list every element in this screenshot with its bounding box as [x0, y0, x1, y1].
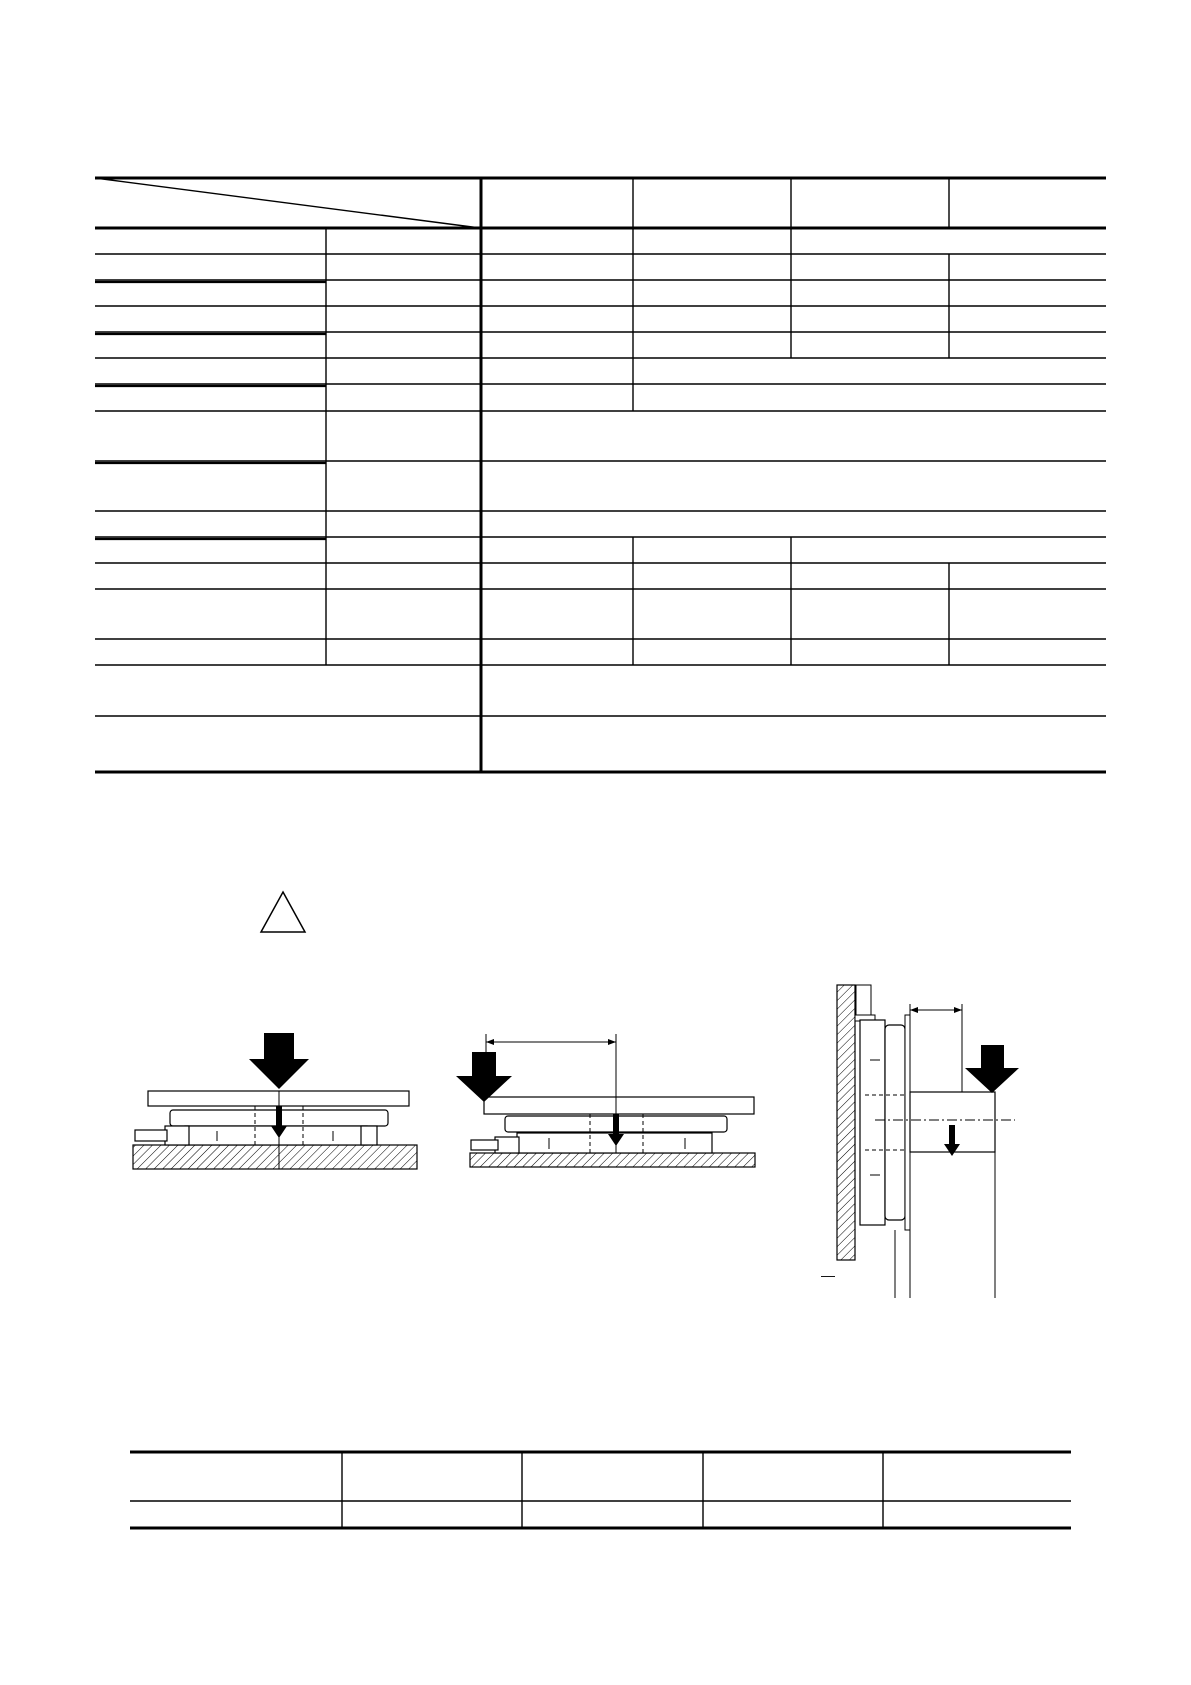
load-arrow — [456, 1052, 512, 1102]
warning-icon — [258, 890, 308, 934]
spec-table — [95, 175, 1106, 775]
load-arrow — [249, 1033, 309, 1089]
figure-wall-mount — [815, 980, 1040, 1300]
fig3-side-label: — — [821, 1267, 835, 1283]
mass-table — [130, 1450, 1071, 1532]
figure-offset-load — [455, 1022, 760, 1182]
figure-center-load — [125, 1028, 425, 1180]
header-diagonal — [95, 178, 480, 228]
load-arrow — [965, 1045, 1019, 1093]
